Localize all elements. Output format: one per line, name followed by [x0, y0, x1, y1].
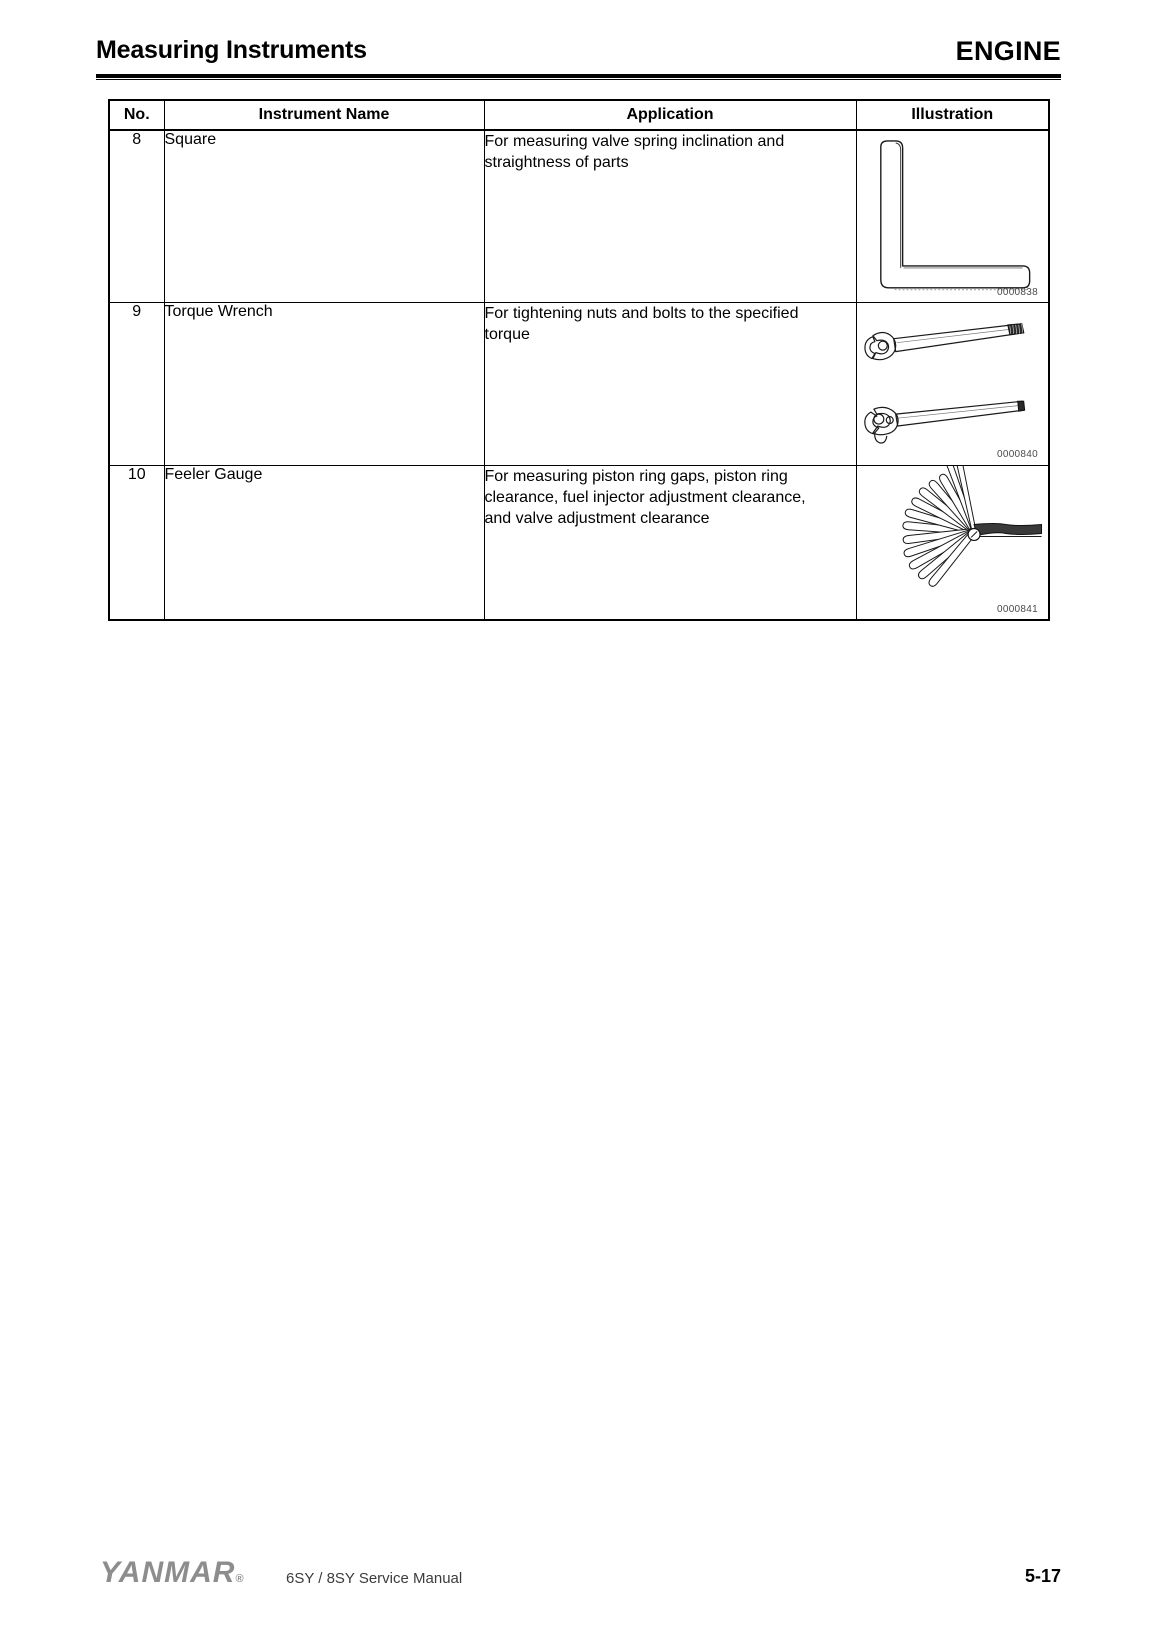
torque-wrench-icon — [857, 303, 1049, 465]
torque-wrench-illustration — [857, 303, 1049, 465]
application-line: torque — [484, 325, 530, 343]
table-row — [109, 130, 1049, 302]
instruments-table-wrapper — [108, 99, 1050, 621]
table-row — [109, 465, 1049, 620]
square-tool-illustration — [857, 131, 1049, 302]
cell-no: 9 — [109, 302, 164, 465]
cell-instrument-name: Feeler Gauge — [164, 465, 484, 620]
section-title: ENGINE — [955, 36, 1061, 66]
cell-instrument-name: Square — [164, 130, 484, 302]
drawing-number: 0000838 — [996, 286, 1038, 298]
application-line: straightness of parts — [484, 154, 629, 171]
application-line: and valve adjustment clearance — [484, 509, 710, 527]
instruments-table — [108, 99, 1050, 621]
registered-mark: ® — [235, 1573, 245, 1585]
drawing-number: 0000841 — [996, 604, 1038, 616]
application-line: For tightening nuts and bolts to the specified — [484, 304, 799, 322]
application-line: For measuring piston ring gaps, piston ring — [484, 467, 788, 485]
square-tool-icon — [857, 131, 1049, 302]
column-header-instrument-name: Instrument Name — [164, 100, 484, 130]
page-title: Measuring Instruments — [96, 36, 367, 64]
column-header-application: Application — [484, 100, 856, 130]
application-line: For measuring valve spring inclination and — [484, 133, 785, 150]
column-header-no: No. — [109, 100, 164, 130]
cell-illustration — [856, 130, 1049, 302]
grip-hatching — [1007, 323, 1024, 410]
application-line: clearance, fuel injector adjustment clearance, — [484, 488, 806, 506]
table-header-row — [109, 100, 1049, 130]
yanmar-logo-text: YANMAR — [100, 1556, 236, 1589]
cell-application — [484, 302, 856, 465]
drawing-number: 0000840 — [996, 449, 1038, 461]
cell-instrument-name: Torque Wrench — [164, 302, 484, 465]
cell-no: 8 — [109, 130, 164, 302]
manual-name: 6SY / 8SY Service Manual — [286, 1570, 463, 1587]
cell-application — [484, 465, 856, 620]
table-row — [109, 302, 1049, 465]
cell-no: 10 — [109, 465, 164, 620]
page-footer — [96, 1558, 1061, 1598]
feeler-gauge-illustration — [857, 466, 1049, 620]
cell-application — [484, 130, 856, 302]
cell-illustration — [856, 465, 1049, 620]
page-number: 5-17 — [1024, 1566, 1061, 1586]
header-divider — [96, 74, 1061, 78]
yanmar-logo — [100, 1558, 245, 1594]
cell-illustration — [856, 302, 1049, 465]
feeler-gauge-icon — [857, 466, 1049, 620]
column-header-illustration: Illustration — [856, 100, 1049, 130]
